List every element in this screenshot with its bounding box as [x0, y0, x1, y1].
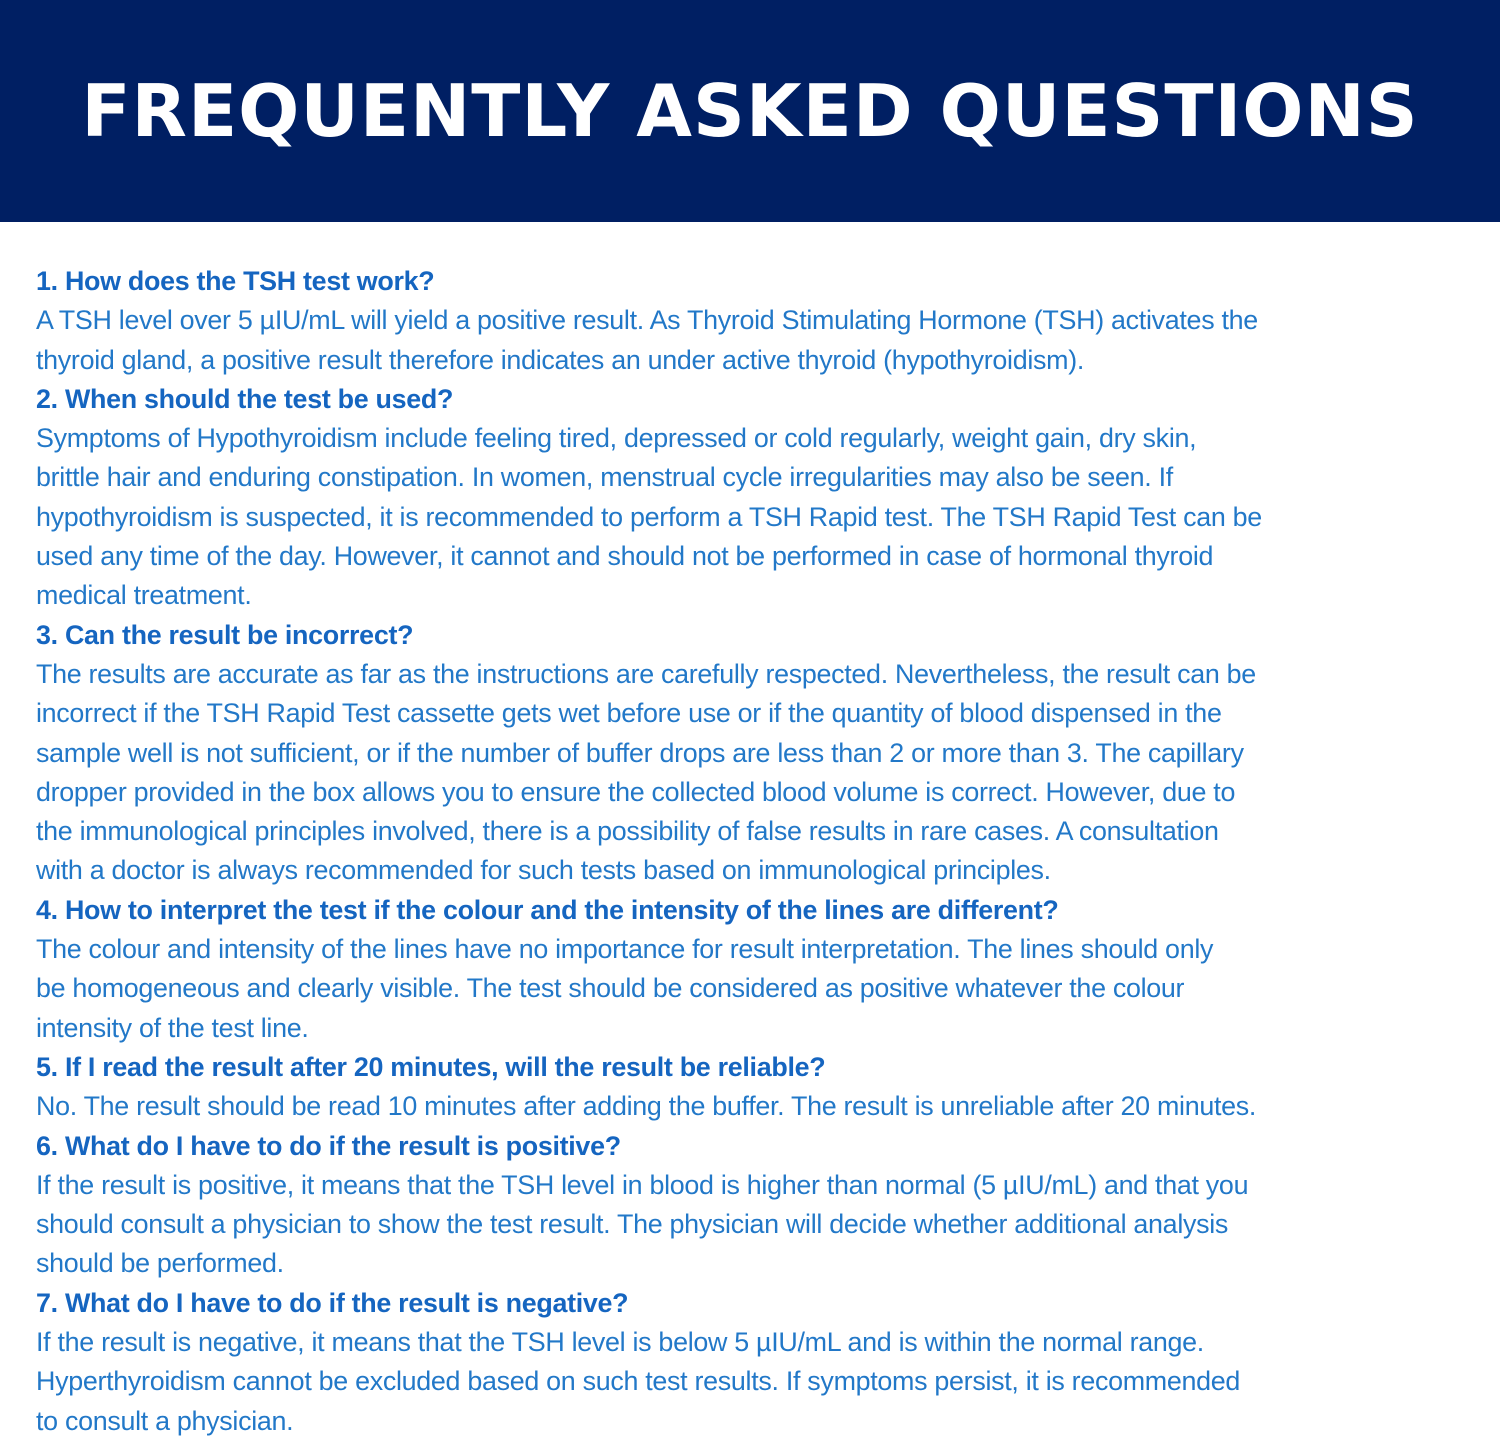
faq-answer-line: thyroid gland, a positive result therefore indicates an under active thyroid (hypothyroidism).: [36, 344, 1085, 375]
faq-answer-line: If the result is positive, it means that the TSH level in blood is higher than normal (5 µIU/mL) and that you: [36, 1169, 1249, 1200]
faq-answer-line: No. The result should be read 10 minutes after adding the buffer. The result is unreliable after 20 minutes.: [36, 1091, 1257, 1122]
faq-item: [36, 380, 1476, 616]
faq-answer-line: dropper provided in the box allows you to ensure the collected blood volume is correct. However, due to: [36, 776, 1236, 807]
faq-answer-line: A TSH level over 5 µIU/mL will yield a positive result. As Thyroid Stimulating Hormone (TSH) activates the: [36, 305, 1258, 336]
faq-answer-line: hypothyroidism is suspected, it is recommended to perform a TSH Rapid test. The TSH Rapid Test can be: [36, 501, 1262, 532]
faq-item: [36, 262, 1476, 380]
faq-question: 1. How does the TSH test work?: [36, 266, 435, 296]
faq-item: [36, 616, 1476, 891]
faq-item: [36, 1284, 1476, 1441]
faq-answer-line: intensity of the test line.: [36, 1012, 309, 1043]
faq-answer-line: be homogeneous and clearly visible. The test should be considered as positive whatever the colour: [36, 973, 1185, 1004]
page-title: FREQUENTLY ASKED QUESTIONS: [81, 69, 1419, 153]
faq-answer-line: brittle hair and enduring constipation. In women, menstrual cycle irregularities may also be seen. If: [36, 462, 1173, 493]
faq-answer-line: Symptoms of Hypothyroidism include feeling tired, depressed or cold regularly, weight gain, dry skin,: [36, 423, 1197, 454]
faq-answer-line: The colour and intensity of the lines have no importance for result interpretation. The lines should only: [36, 934, 1214, 965]
faq-answer-line: incorrect if the TSH Rapid Test cassette gets wet before use or if the quantity of blood dispensed in the: [36, 698, 1222, 729]
faq-question: 7. What do I have to do if the result is negative?: [36, 1287, 629, 1318]
faq-answer-line: with a doctor is always recommended for such tests based on immunological principles.: [36, 855, 1051, 886]
faq-answer-line: used any time of the day. However, it cannot and should not be performed in case of hormonal thyroid: [36, 541, 1214, 572]
faq-answer-line: should consult a physician to show the test result. The physician will decide whether additional analysis: [36, 1209, 1229, 1240]
faq-answer-line: the immunological principles involved, there is a possibility of false results in rare cases. A consultation: [36, 816, 1219, 847]
faq-answer-line: medical treatment.: [36, 580, 252, 611]
faq-question: 5. If I read the result after 20 minutes, will the result be reliable?: [36, 1051, 826, 1082]
faq-question: 3. Can the result be incorrect?: [36, 619, 414, 650]
faq-answer-line: sample well is not sufficient, or if the number of buffer drops are less than 2 or more than 3. The capillary: [36, 737, 1244, 768]
faq-question: 2. When should the test be used?: [36, 383, 454, 414]
faq-answer-line: If the result is negative, it means that the TSH level is below 5 µIU/mL and is within the normal range.: [36, 1327, 1204, 1358]
faq-answer-line: The results are accurate as far as the instructions are carefully respected. Nevertheless, the result can be: [36, 658, 1256, 689]
faq-question: 6. What do I have to do if the result is positive?: [36, 1130, 621, 1161]
faq-answer-line: to consult a physician.: [36, 1405, 294, 1436]
faq-question: 4. How to interpret the test if the colour and the intensity of the lines are different?: [36, 894, 1059, 925]
faq-answer-line: Hyperthyroidism cannot be excluded based on such test results. If symptoms persist, it is recommended: [36, 1366, 1241, 1397]
faq-answer-line: should be performed.: [36, 1248, 284, 1279]
faq-item: [36, 1127, 1476, 1284]
faq-item: [36, 891, 1476, 1048]
faq-item: [36, 1048, 1476, 1127]
